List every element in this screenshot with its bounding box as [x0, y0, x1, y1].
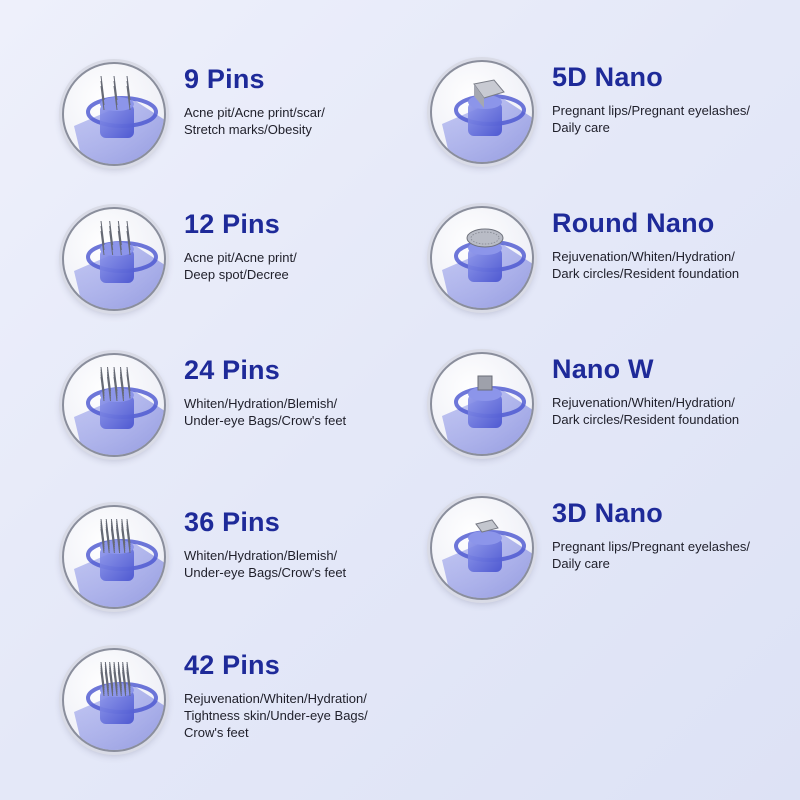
- product-title: 12 Pins: [184, 209, 280, 239]
- description-line: Rejuvenation/Whiten/Hydration/: [552, 249, 735, 264]
- description-line: Rejuvenation/Whiten/Hydration/: [552, 395, 735, 410]
- product-description: [552, 394, 739, 428]
- product-description: [184, 395, 346, 429]
- product-title: 3D Nano: [552, 498, 663, 528]
- product-description: [552, 248, 739, 282]
- description-line: Crow's feet: [184, 725, 249, 740]
- product-3d-nano: [430, 496, 800, 606]
- product-9-pins: [62, 62, 442, 172]
- round-nano-cartridge-icon: [430, 206, 534, 310]
- description-line: Pregnant lips/Pregnant eyelashes/: [552, 539, 751, 554]
- product-title: 42 Pins: [184, 650, 280, 680]
- product-description: [184, 547, 346, 581]
- product-24-pins: [62, 353, 442, 463]
- nano-w-cartridge-icon: [430, 352, 534, 456]
- product-title: 5D Nano: [552, 62, 663, 92]
- 9-pin-cartridge-icon: [62, 62, 166, 166]
- description-line: Tightness skin/Under-eye Bags/: [184, 708, 368, 723]
- description-line: Daily care: [552, 556, 610, 571]
- product-42-pins: [62, 648, 442, 758]
- description-line: Dark circles/Resident foundation: [552, 412, 740, 427]
- 24-pin-cartridge-icon: [62, 353, 166, 457]
- product-description: [552, 538, 750, 572]
- product-description: [184, 249, 297, 283]
- product-nano-w: [430, 352, 800, 462]
- description-line: Dark circles/Resident foundation: [552, 266, 740, 281]
- product-title: 9 Pins: [184, 64, 265, 94]
- product-12-pins: [62, 207, 442, 317]
- description-line: Stretch marks/Obesity: [184, 122, 312, 137]
- product-title: Round Nano: [552, 208, 715, 238]
- product-title: Nano W: [552, 354, 654, 384]
- description-line: Acne pit/Acne print/scar/: [184, 105, 325, 120]
- product-description: [552, 102, 750, 136]
- 12-pin-cartridge-icon: [62, 207, 166, 311]
- description-line: Daily care: [552, 120, 610, 135]
- description-line: Acne pit/Acne print/: [184, 250, 297, 265]
- description-line: Rejuvenation/Whiten/Hydration/: [184, 691, 367, 706]
- description-line: Whiten/Hydration/Blemish/: [184, 396, 338, 411]
- 36-pin-cartridge-icon: [62, 505, 166, 609]
- product-round-nano: [430, 206, 800, 316]
- 5d-nano-cartridge-icon: [430, 60, 534, 164]
- product-36-pins: [62, 505, 442, 615]
- description-line: Under-eye Bags/Crow's feet: [184, 565, 347, 580]
- description-line: Under-eye Bags/Crow's feet: [184, 413, 347, 428]
- product-description: [184, 104, 325, 138]
- description-line: Pregnant lips/Pregnant eyelashes/: [552, 103, 751, 118]
- 42-pin-cartridge-icon: [62, 648, 166, 752]
- product-title: 24 Pins: [184, 355, 280, 385]
- product-5d-nano: [430, 60, 800, 170]
- description-line: Whiten/Hydration/Blemish/: [184, 548, 338, 563]
- description-line: Deep spot/Decree: [184, 267, 289, 282]
- product-description: [184, 690, 368, 741]
- product-title: 36 Pins: [184, 507, 280, 537]
- 3d-nano-cartridge-icon: [430, 496, 534, 600]
